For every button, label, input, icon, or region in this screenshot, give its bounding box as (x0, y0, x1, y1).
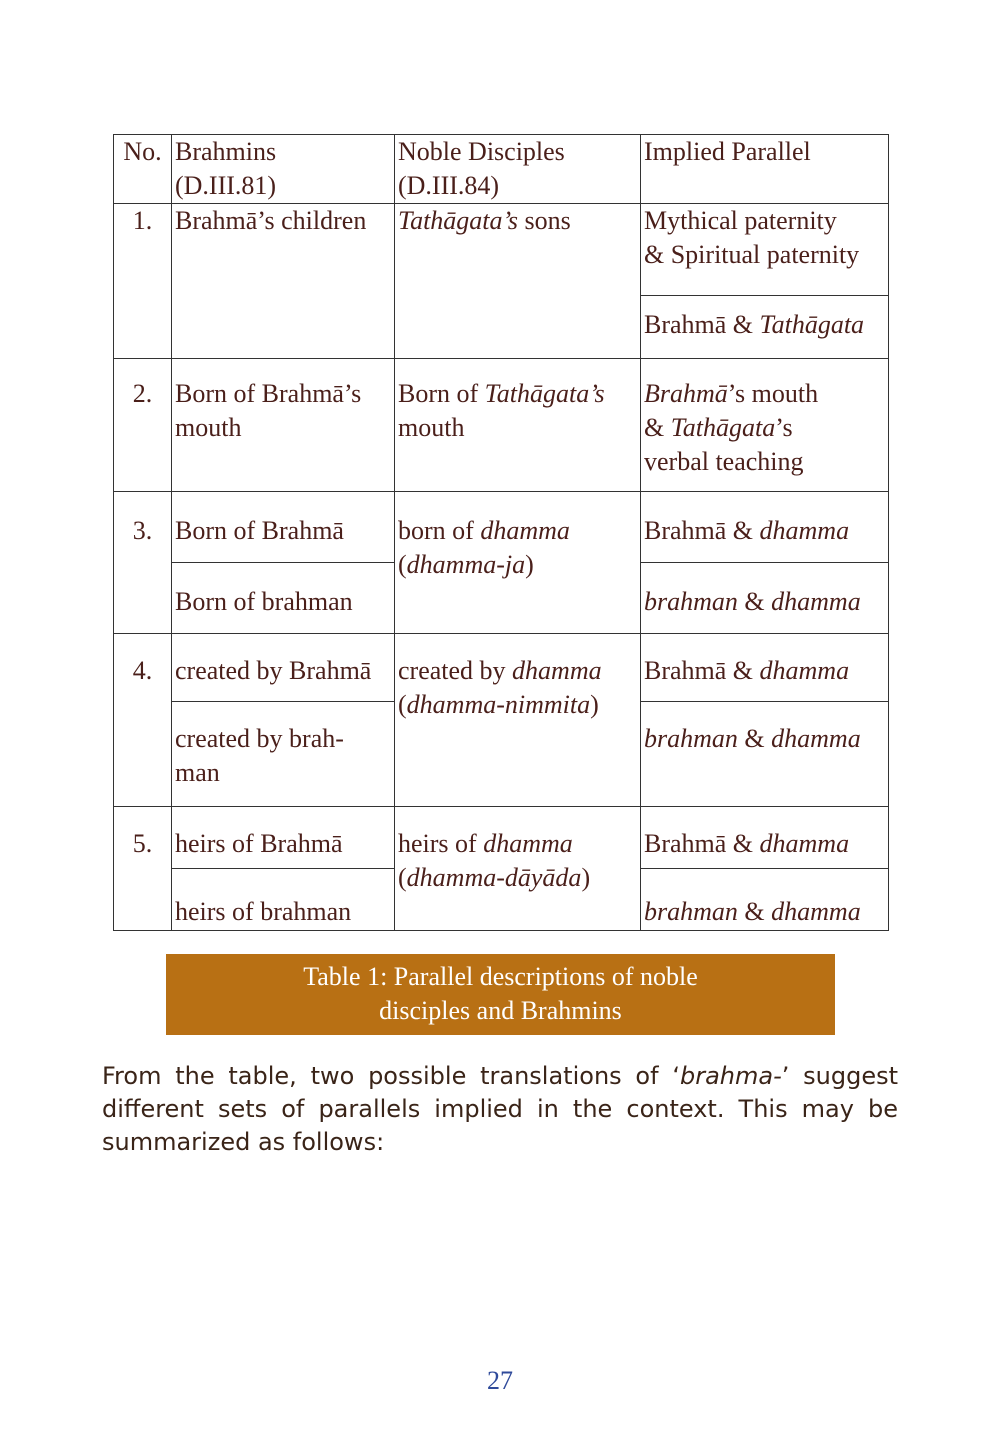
row4-parallel-a: Brahmā & dhamma (641, 634, 889, 702)
row5-no: 5. (114, 807, 172, 931)
table-caption (166, 954, 835, 1035)
table-header-row (114, 135, 889, 204)
row2-disciples: Born of Tathāgata’s mouth (395, 359, 641, 492)
row4-disciples: created by dhamma (dhamma-nimmita) (395, 634, 641, 807)
row3-parallel-a: Brahmā & dhamma (641, 492, 889, 563)
row4-brahmins-a: created by Brahmā (172, 634, 395, 702)
row2-parallel: Brahmā’s mouth & Tathāgata’s verbal teaching (641, 359, 889, 492)
header-brahmins: Brahmins (D.III.81) (172, 135, 395, 204)
row4-parallel-b: brahman & dhamma (641, 702, 889, 807)
table-row (114, 359, 889, 492)
parallel-table (113, 134, 889, 931)
row1-disciples: Tathāgata’s sons (395, 204, 641, 359)
table-row (114, 492, 889, 563)
row4-no: 4. (114, 634, 172, 807)
row1-brahmins: Brahmā’s children (172, 204, 395, 359)
row3-brahmins-a: Born of Brahmā (172, 492, 395, 563)
row5-parallel-b: brahman & dhamma (641, 869, 889, 931)
table-row (114, 807, 889, 869)
row2-brahmins: Born of Brahmā’s mouth (172, 359, 395, 492)
row3-disciples: born of dhamma (dhamma-ja) (395, 492, 641, 634)
row1-parallel-b: Brahmā & Tathāgata (641, 296, 889, 359)
row5-brahmins-b: heirs of brahman (172, 869, 395, 931)
page-number: 27 (487, 1366, 513, 1395)
header-implied-parallel: Implied Parallel (641, 135, 889, 204)
parallel-table-container (113, 134, 888, 931)
row1-parallel-a: Mythical paternity & Spiritual paternity (641, 204, 889, 296)
row3-parallel-b: brahman & dhamma (641, 563, 889, 634)
row2-no: 2. (114, 359, 172, 492)
table-row (114, 634, 889, 702)
body-paragraph: From the table, two possible translations of ‘brahma-’ suggest different sets of parallels implied in the context. This may be summarized as follows: (102, 1062, 898, 1156)
table-row (114, 204, 889, 296)
row3-no: 3. (114, 492, 172, 634)
row5-brahmins-a: heirs of Brahmā (172, 807, 395, 869)
row1-no: 1. (114, 204, 172, 359)
row5-parallel-a: Brahmā & dhamma (641, 807, 889, 869)
row5-disciples: heirs of dhamma (dhamma-dāyāda) (395, 807, 641, 931)
header-noble-disciples: Noble Disciples (D.III.84) (395, 135, 641, 204)
caption-line-1: Table 1: Parallel descriptions of noble (303, 962, 698, 991)
row3-brahmins-b: Born of brahman (172, 563, 395, 634)
caption-line-2: disciples and Brahmins (379, 996, 622, 1025)
row4-brahmins-b: created by brah- man (172, 702, 395, 807)
header-no: No. (114, 135, 172, 204)
